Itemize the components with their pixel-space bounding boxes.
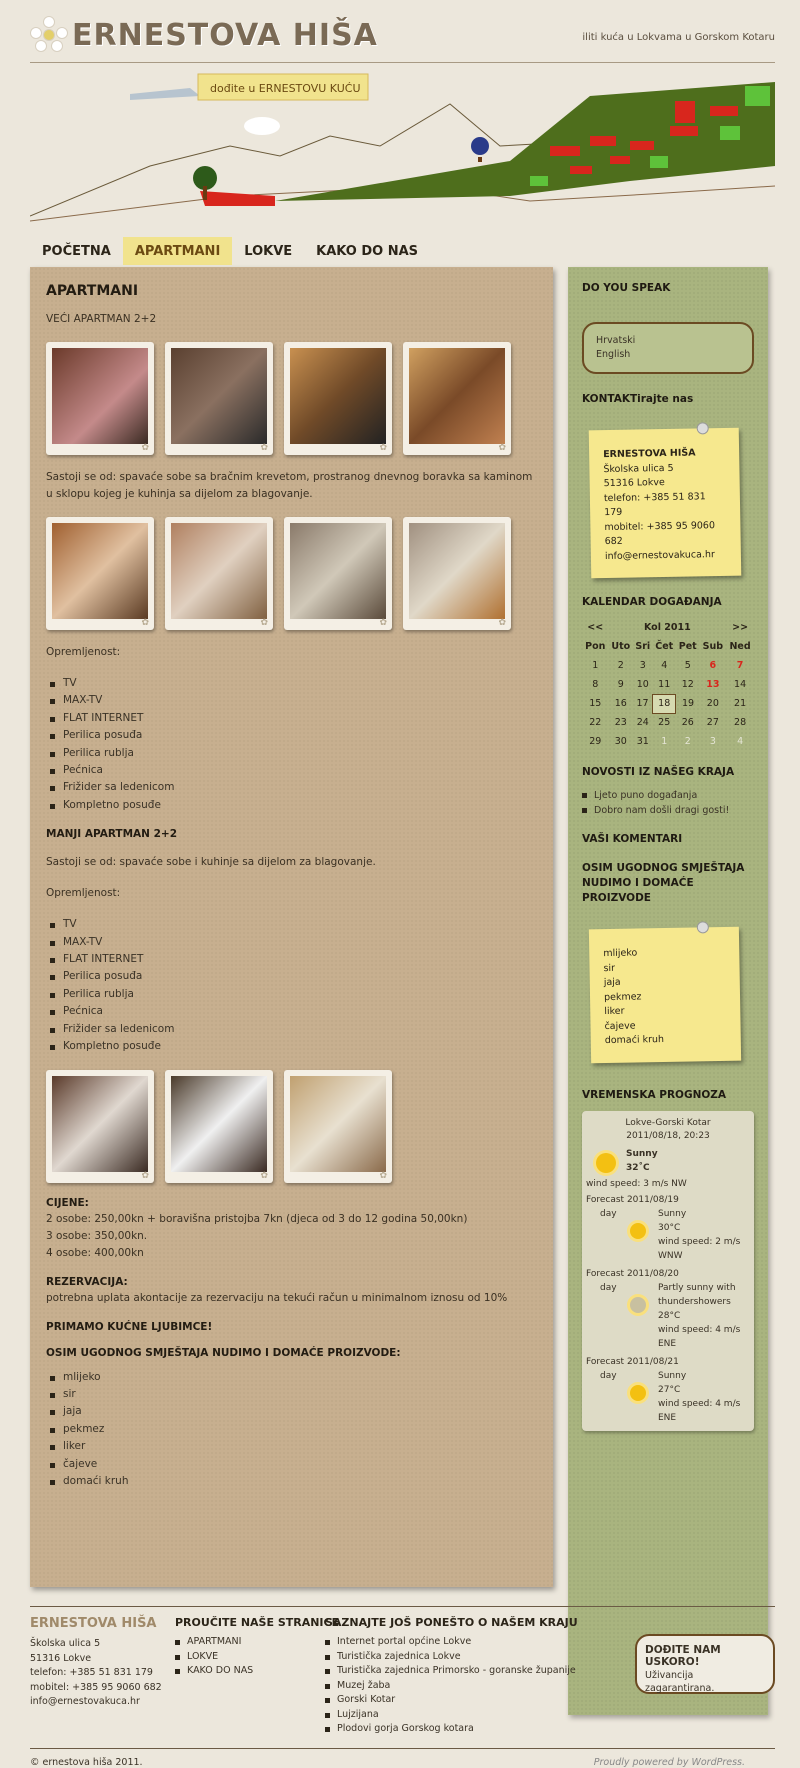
- footer-more: [325, 1616, 578, 1737]
- footer-line: 51316 Lokve: [30, 1652, 92, 1664]
- calendar-day: 16: [614, 698, 627, 709]
- list-item: Perilica rublja: [50, 986, 537, 1003]
- calendar-day: 2: [617, 660, 624, 671]
- list-item: Kompletno posuđe: [50, 1038, 537, 1055]
- forecast-dir: ENE: [658, 1338, 677, 1349]
- photo-thumb[interactable]: ✿: [165, 517, 273, 630]
- comments-title: VAŠI KOMENTARI: [582, 833, 683, 845]
- weekday-header: Pon: [585, 641, 606, 652]
- photo-thumb[interactable]: ✿: [284, 517, 392, 630]
- site-tagline: iliti kuća u Lokvama u Gorskom Kotaru: [582, 32, 775, 43]
- footer-link[interactable]: KAKO DO NAS: [175, 1664, 339, 1679]
- forecast-day: [600, 1369, 750, 1425]
- weather-temp: 32˚C: [626, 1162, 650, 1173]
- event-calendar: [582, 618, 754, 751]
- footer-pages-title: PROUČITE NAŠE STRANICE: [175, 1616, 340, 1629]
- footer-pages: [175, 1616, 339, 1679]
- sidebar-products-title: OSIM UGODNOG SMJEŠTAJA NUDIMO I DOMAĆE PROIZVODE: [582, 862, 745, 904]
- lang-hrvatski[interactable]: Hrvatski: [596, 335, 636, 346]
- footer-brand: ERNESTOVA HIŠA: [30, 1616, 157, 1631]
- calendar-day: 9: [617, 679, 624, 690]
- calendar-day: 10: [636, 679, 649, 690]
- calendar-next[interactable]: >>: [732, 622, 749, 633]
- footer-line[interactable]: info@ernestovakuca.hr: [30, 1696, 140, 1707]
- list-item: MAX-TV: [50, 692, 537, 709]
- weather-place: Lokve-Gorski Kotar: [625, 1117, 711, 1128]
- sun-icon: [630, 1223, 646, 1239]
- forecast-title: Forecast 2011/08/21: [586, 1356, 679, 1367]
- footer-link[interactable]: Turistička zajednica Primorsko - goranske županije: [325, 1664, 578, 1679]
- weekday-header: Sub: [702, 641, 724, 652]
- weekday-header: Ned: [729, 641, 751, 652]
- weather-title: VREMENSKA PROGNOZA: [582, 1088, 727, 1101]
- apartment-large-title: VEĆI APARTMAN 2+2: [46, 313, 157, 325]
- price-line: 2 osobe: 250,00kn + boravišna pristojba 7kn (djeca od 3 do 12 godina 50,00kn): [46, 1212, 468, 1225]
- product-item: liker: [604, 1005, 625, 1018]
- product-item: sir: [603, 962, 616, 974]
- pin-icon: [697, 921, 709, 933]
- site-title: ERNESTOVA HIŠA: [72, 17, 378, 53]
- forecast-cond: Partly sunny with thundershowers: [658, 1282, 736, 1307]
- sun-icon: [630, 1385, 646, 1401]
- contact-title: KONTAKTirajte nas: [582, 393, 694, 405]
- header-divider: [30, 62, 775, 63]
- calendar-today: 18: [652, 694, 676, 713]
- product-item: pekmez: [603, 990, 642, 1003]
- news-link[interactable]: Dobro nam došli dragi gosti!: [582, 803, 754, 818]
- forecast-label: day: [600, 1208, 617, 1219]
- price-line: 3 osobe: 350,00kn.: [46, 1229, 148, 1242]
- products-list: [50, 1369, 537, 1491]
- list-item: Perilica posuđa: [50, 968, 537, 985]
- calendar-day-other: 2: [684, 736, 691, 747]
- calendar-day: 29: [589, 736, 602, 747]
- pets-notice: PRIMAMO KUĆNE LJUBIMCE!: [46, 1320, 213, 1333]
- forecast-label: day: [600, 1370, 617, 1381]
- footer-divider: [30, 1606, 775, 1607]
- weather-widget: [582, 1111, 754, 1431]
- calendar-month: Kol 2011: [643, 622, 691, 633]
- page-title: APARTMANI: [46, 283, 139, 299]
- cta-text: Uživancija zagarantirana.: [645, 1670, 715, 1694]
- contact-street: Školska ulica 5: [603, 462, 674, 475]
- pin-icon: [697, 422, 709, 434]
- list-item: sir: [50, 1386, 537, 1403]
- product-item: mlijeko: [603, 947, 638, 960]
- list-item: liker: [50, 1438, 537, 1455]
- forecast-dir: WNW: [658, 1250, 683, 1261]
- thunderstorm-icon: [630, 1297, 646, 1313]
- news-list: [582, 788, 754, 818]
- cta-title: DOĐITE NAM USKORO!: [645, 1644, 721, 1668]
- list-item: domaći kruh: [50, 1473, 537, 1490]
- calendar-day-other: 3: [709, 736, 716, 747]
- calendar-day: 21: [734, 698, 747, 709]
- lang-english[interactable]: English: [596, 349, 631, 360]
- footer-line: telefon: +385 51 831 179: [30, 1667, 153, 1678]
- footer-link[interactable]: Plodovi gorja Gorskog kotara: [325, 1722, 578, 1737]
- forecast-temp: 28°C: [658, 1310, 681, 1321]
- calendar-day: 25: [658, 717, 671, 729]
- calendar-day-other: 1: [661, 736, 668, 747]
- reservation-title: REZERVACIJA:: [46, 1275, 128, 1288]
- contact-city: 51316 Lokve: [603, 477, 665, 490]
- product-item: čajeve: [604, 1020, 636, 1032]
- equipment-label: Opremljenost:: [46, 887, 121, 900]
- list-item: pekmez: [50, 1421, 537, 1438]
- equipment-list-small: [50, 916, 537, 1055]
- calendar-day: 3: [639, 660, 646, 671]
- forecast-dir: ENE: [658, 1412, 677, 1423]
- edelweiss-icon: [30, 16, 68, 54]
- photo-thumb[interactable]: ✿: [403, 517, 511, 630]
- footer-link[interactable]: Turistička zajednica Lokve: [325, 1650, 578, 1665]
- header-illustration: [30, 66, 775, 226]
- photo-thumb[interactable]: ✿: [46, 517, 154, 630]
- calendar-day: 1: [592, 660, 599, 671]
- apartment-small-desc: Sastoji se od: spavaće sobe i kuhinje sa dijelom za blagovanje.: [46, 856, 376, 869]
- forecast-cond: Sunny: [658, 1208, 687, 1219]
- calendar-day: 31: [636, 736, 649, 747]
- equipment-list-large: [50, 675, 537, 814]
- contact-mobile: mobitel: +385 95 9060 682: [604, 519, 716, 548]
- photo-thumb[interactable]: ✿: [284, 1070, 392, 1183]
- photo-row-1: [46, 342, 537, 455]
- products-note: [589, 927, 741, 1063]
- contact-email[interactable]: info@ernestovakuca.hr: [604, 548, 715, 562]
- calendar-title: KALENDAR DOGAĐANJA: [582, 596, 722, 608]
- calendar-day: 26: [681, 717, 694, 728]
- list-item: Frižider sa ledenicom: [50, 1021, 537, 1038]
- forecast-title: Forecast 2011/08/20: [586, 1268, 679, 1279]
- forecast-title: Forecast 2011/08/19: [586, 1194, 679, 1205]
- site-footer: [30, 1606, 775, 1746]
- product-item: jaja: [603, 976, 621, 989]
- calendar-day: 14: [734, 679, 747, 690]
- calendar-day: 12: [681, 679, 694, 690]
- apartment-large-desc: Sastoji se od: spavaće sobe sa bračnim krevetom, prostranog dnevnog boravka sa kaminom u sklopu kojeg je kuhinja sa dijelom za blagovanje.: [46, 471, 533, 500]
- powered-by[interactable]: Proudly powered by WordPress.: [593, 1757, 745, 1768]
- contact-name: ERNESTOVA HIŠA: [603, 447, 696, 461]
- list-item: MAX-TV: [50, 934, 537, 951]
- forecast-wind: wind speed: 2 m/s: [658, 1236, 741, 1247]
- language-title: DO YOU SPEAK: [582, 282, 671, 294]
- forecast-temp: 30°C: [658, 1222, 681, 1233]
- list-item: Pećnica: [50, 762, 537, 779]
- weather-date: 2011/08/18, 20:23: [626, 1130, 710, 1141]
- nav-kako-do-nas[interactable]: KAKO DO NAS: [316, 244, 419, 259]
- calendar-day: 5: [684, 660, 691, 671]
- calendar-day-event[interactable]: 13: [706, 679, 720, 690]
- products-title: OSIM UGODNOG SMJEŠTAJA NUDIMO I DOMAĆE PROIZVODE:: [46, 1346, 401, 1359]
- footer-cta-bubble: [635, 1634, 775, 1694]
- price-line: 4 osobe: 400,00kn: [46, 1246, 144, 1259]
- photo-thumb[interactable]: ✿: [165, 1070, 273, 1183]
- photo-thumb[interactable]: ✿: [403, 342, 511, 455]
- photo-thumb[interactable]: ✿: [46, 1070, 154, 1183]
- calendar-day-event[interactable]: 6: [709, 660, 717, 671]
- photo-row-2: [46, 517, 537, 630]
- list-item: FLAT INTERNET: [50, 710, 537, 727]
- list-item: FLAT INTERNET: [50, 951, 537, 968]
- photo-thumb[interactable]: ✿: [46, 342, 154, 455]
- weekday-header: Sri: [635, 641, 651, 652]
- forecast-wind: wind speed: 4 m/s: [658, 1324, 741, 1335]
- calendar-day: 27: [706, 717, 719, 728]
- footer-link[interactable]: Internet portal općine Lokve: [325, 1635, 578, 1650]
- forecast-wind: wind speed: 4 m/s: [658, 1398, 741, 1409]
- weather-wind: wind speed: 3 m/s NW: [586, 1178, 687, 1189]
- footer-link[interactable]: APARTMANI: [175, 1635, 339, 1650]
- banner-text: dođite u ERNESTOVU KUĆU: [210, 82, 361, 95]
- footer-link[interactable]: Gorski Kotar: [325, 1693, 578, 1708]
- list-item: Kompletno posuđe: [50, 797, 537, 814]
- footer-line: Školska ulica 5: [30, 1638, 101, 1649]
- product-item: domaći kruh: [604, 1034, 665, 1047]
- calendar-day: 19: [681, 698, 695, 709]
- nav-apartmani[interactable]: APARTMANI: [123, 237, 232, 265]
- copyright: © ernestova hiša 2011.: [30, 1757, 143, 1768]
- photo-thumb[interactable]: ✿: [284, 342, 392, 455]
- bottom-divider: [30, 1748, 775, 1749]
- calendar-day: 15: [589, 698, 602, 709]
- prices-title: CIJENE:: [46, 1196, 89, 1209]
- calendar-day: 20: [706, 698, 719, 709]
- forecast-cond: Sunny: [658, 1370, 687, 1381]
- weekday-header: Uto: [611, 641, 631, 652]
- forecast-label: day: [600, 1282, 617, 1293]
- reservation-text: potrebna uplata akontacije za rezervaciju na tekući račun u minimalnom iznosu od 10%: [46, 1291, 508, 1304]
- prices-block: [46, 1211, 537, 1262]
- sidebar: [568, 267, 768, 1715]
- nav-lokve[interactable]: LOKVE: [244, 244, 293, 259]
- footer-more-title: SAZNAJTE JOŠ PONEŠTO O NAŠEM KRAJU: [325, 1616, 578, 1629]
- weekday-header: Čet: [655, 641, 674, 652]
- footer-address: [30, 1616, 162, 1710]
- footer-line: mobitel: +385 95 9060 682: [30, 1681, 162, 1693]
- news-link[interactable]: Ljeto puno događanja: [582, 788, 754, 803]
- list-item: Pećnica: [50, 1003, 537, 1020]
- footer-link[interactable]: Muzej žaba: [325, 1679, 578, 1694]
- news-title: NOVOSTI IZ NAŠEG KRAJA: [582, 766, 735, 778]
- footer-link[interactable]: LOKVE: [175, 1650, 339, 1665]
- calendar-prev[interactable]: <<: [587, 622, 604, 633]
- weather-cond: Sunny: [626, 1148, 658, 1159]
- list-item: čajeve: [50, 1456, 537, 1473]
- calendar-day-event[interactable]: 7: [736, 660, 744, 671]
- calendar-day: 17: [636, 698, 649, 709]
- calendar-day-other: 4: [737, 736, 744, 747]
- weekday-header: Pet: [678, 641, 697, 652]
- calendar-day: 11: [658, 678, 671, 690]
- forecast-day: [600, 1207, 750, 1263]
- main-content: [30, 267, 553, 1587]
- calendar-day: 23: [614, 717, 627, 728]
- calendar-day: 28: [734, 717, 747, 728]
- calendar-day: 4: [661, 660, 668, 671]
- forecast-day: [600, 1281, 750, 1351]
- calendar-day: 24: [636, 717, 649, 728]
- equipment-label: Opremljenost:: [46, 646, 121, 658]
- main-nav: [30, 237, 430, 265]
- photo-row-3: [46, 1070, 537, 1183]
- photo-thumb[interactable]: ✿: [165, 342, 273, 455]
- nav-pocetna[interactable]: POČETNA: [42, 244, 111, 259]
- contact-phone: telefon: +385 51 831 179: [603, 490, 706, 519]
- footer-link[interactable]: Lujzijana: [325, 1708, 578, 1723]
- calendar-day: 22: [589, 717, 602, 728]
- calendar-day: 8: [592, 679, 599, 690]
- list-item: TV: [50, 675, 537, 692]
- list-item: Perilica rublja: [50, 745, 537, 762]
- list-item: mlijeko: [50, 1369, 537, 1386]
- site-logo[interactable]: [30, 14, 378, 56]
- calendar-day: 30: [614, 736, 627, 747]
- list-item: TV: [50, 916, 537, 933]
- list-item: jaja: [50, 1403, 537, 1420]
- contact-note: [589, 428, 742, 579]
- sun-icon: [596, 1153, 616, 1173]
- forecast-temp: 27°C: [658, 1384, 681, 1395]
- weather-current: [586, 1147, 750, 1175]
- list-item: Perilica posuđa: [50, 727, 537, 744]
- list-item: Frižider sa ledenicom: [50, 779, 537, 796]
- apartment-small-title: MANJI APARTMAN 2+2: [46, 828, 178, 841]
- language-bubble: [582, 322, 754, 374]
